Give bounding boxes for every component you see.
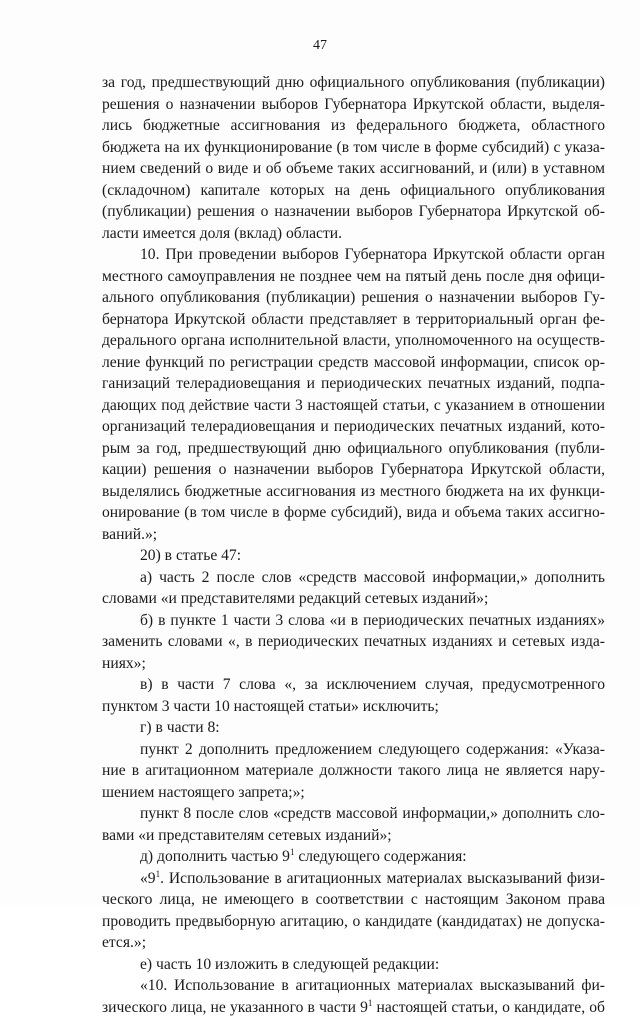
- text-line: дающих под действие части 3 настоящей статьи, с указанием в отношении: [102, 395, 605, 417]
- text-line: г) в части 8:: [102, 717, 605, 739]
- text-line: пунктом 3 части 10 настоящей статьи» исключить;: [102, 696, 605, 718]
- text-line: 10. При проведении выборов Губернатора Иркутской области орган: [102, 244, 605, 266]
- text-line: а) часть 2 после слов «средств массовой информации,» дополнить: [102, 567, 605, 589]
- text-line: зического лица, не указанного в части $9^1$ настоящей статьи, о кандидате, об: [102, 997, 605, 1018]
- text-line: ние в агитационном материале должности такого лица не является нару-: [102, 760, 605, 782]
- text-line: 20) в статье 47:: [102, 545, 605, 567]
- text-line: б) в пункте 1 части 3 слова «и в периодических печатных изданиях»: [102, 610, 605, 632]
- text-line: пункт 8 после слов «средств массовой информации,» дополнить сло-: [102, 803, 605, 825]
- text-line: ального опубликования (публикации) решения о назначении выборов Гу-: [102, 287, 605, 309]
- text-line: заменить словами «, в периодических печатных изданиях и сетевых изда-: [102, 631, 605, 653]
- text-line: (складочном) капитале которых на день официального опубликования: [102, 180, 605, 202]
- text-line: «$9^1$. Использование в агитационных материалах высказываний физи-: [102, 868, 605, 890]
- text-line: словами «и представителями редакций сетевых изданий»;: [102, 588, 605, 610]
- text-line: нием сведений о виде и об объеме таких ассигнований, и (или) в уставном: [102, 158, 605, 180]
- text-line: ческого лица, не имеющего в соответствии с настоящим Законом права: [102, 889, 605, 911]
- text-line: ление функций по регистрации средств массовой информации, список ор-: [102, 352, 605, 374]
- text-line: лись бюджетные ассигнования из федерального бюджета, областного: [102, 115, 605, 137]
- text-line: выделялись бюджетные ассигнования из местного бюджета на их функци-: [102, 481, 605, 503]
- text-line: местного самоуправления не позднее чем на пятый день после дня офици-: [102, 266, 605, 288]
- text-line: «10. Использование в агитационных материалах высказываний фи-: [102, 975, 605, 997]
- text-line: бюджета на их функционирование (в том числе в форме субсидий) с указа-: [102, 137, 605, 159]
- text-line: в) в части 7 слова «, за исключением случая, предусмотренного: [102, 674, 605, 696]
- text-line: ганизаций телерадиовещания и периодических печатных изданий, подпа-: [102, 373, 605, 395]
- text-line: д) дополнить частью $9^1$ следующего содержания:: [102, 846, 605, 868]
- text-line: шением настоящего запрета;»;: [102, 782, 605, 804]
- text-line: кации) решения о назначении выборов Губернатора Иркутской области,: [102, 459, 605, 481]
- text-line: ваний.»;: [102, 524, 605, 546]
- document-body: [102, 72, 605, 1018]
- text-line: бернатора Иркутской области представляет в территориальный орган фе-: [102, 309, 605, 331]
- text-line: онирование (в том числе в форме субсидий), вида и объема таких ассигно-: [102, 502, 605, 524]
- text-line: ниях»;: [102, 653, 605, 675]
- text-line: решения о назначении выборов Губернатора Иркутской области, выделя-: [102, 94, 605, 116]
- text-line: ласти имеется доля (вклад) области.: [102, 223, 605, 245]
- text-line: дерального органа исполнительной власти, уполномоченного на осуществ-: [102, 330, 605, 352]
- text-line: е) часть 10 изложить в следующей редакции:: [102, 954, 605, 976]
- text-line: рым за год, предшествующий дню официального опубликования (публи-: [102, 438, 605, 460]
- text-line: пункт 2 дополнить предложением следующего содержания: «Указа-: [102, 739, 605, 761]
- text-line: за год, предшествующий дню официального опубликования (публикации): [102, 72, 605, 94]
- text-line: вами «и представителям сетевых изданий»;: [102, 825, 605, 847]
- text-line: организаций телерадиовещания и периодических печатных изданий, кото-: [102, 416, 605, 438]
- page-number: 47: [0, 38, 640, 54]
- text-line: проводить предвыборную агитацию, о кандидате (кандидатах) не допуска-: [102, 911, 605, 933]
- text-line: ется.»;: [102, 932, 605, 954]
- text-line: (публикации) решения о назначении выборов Губернатора Иркутской об-: [102, 201, 605, 223]
